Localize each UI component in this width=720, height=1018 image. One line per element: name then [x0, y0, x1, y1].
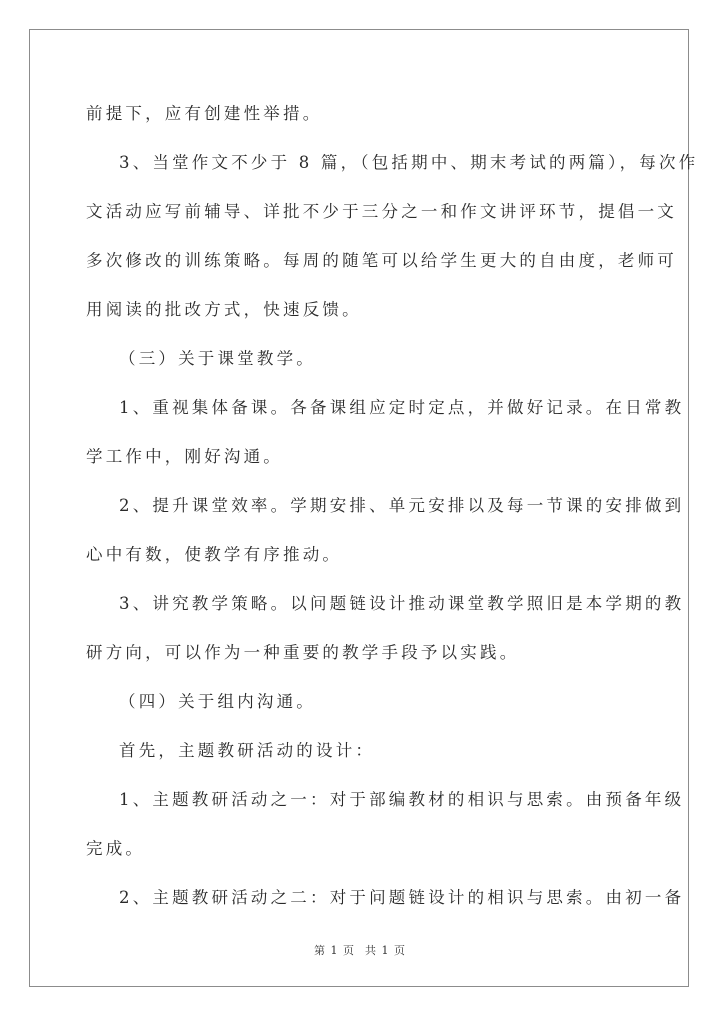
text-line: 用阅读的批改方式，快速反馈。 — [86, 300, 362, 319]
text-line: 首先，主题教研活动的设计： — [119, 741, 376, 760]
text-line: 1、主题教研活动之一：对于部编教材的相识与思索。由预备年级 — [119, 790, 685, 809]
page-footer — [0, 942, 720, 958]
text-line: 2、提升课堂效率。学期安排、单元安排以及每一节课的安排做到 — [119, 496, 685, 515]
text-line: 3、讲究教学策略。以问题链设计推动课堂教学照旧是本学期的教 — [119, 594, 685, 613]
page-total: 共 1 页 — [365, 944, 406, 957]
text-line: 1、重视集体备课。各备课组应定时定点，并做好记录。在日常教 — [119, 398, 685, 417]
text-line: 文活动应写前辅导、详批不少于三分之一和作文讲评环节，提倡一文 — [86, 202, 677, 221]
text-line: 学工作中，刚好沟通。 — [86, 447, 283, 466]
section-heading: （四）关于组内沟通。 — [119, 692, 316, 711]
text-line: 心中有数，使教学有序推动。 — [86, 545, 343, 564]
text-line: 多次修改的训练策略。每周的随笔可以给学生更大的自由度，老师可 — [86, 251, 677, 270]
page-number: 第 1 页 — [314, 944, 355, 957]
text-line: 完成。 — [86, 839, 146, 858]
text-line: 研方向，可以作为一种重要的教学手段予以实践。 — [86, 643, 520, 662]
text-line: 前提下，应有创建性举措。 — [86, 104, 323, 123]
section-heading: （三）关于课堂教学。 — [119, 349, 316, 368]
text-line: 3、当堂作文不少于 8 篇，（包括期中、期末考试的两篇），每次作 — [119, 153, 699, 172]
text-line: 2、主题教研活动之二：对于问题链设计的相识与思索。由初一备 — [119, 888, 685, 907]
